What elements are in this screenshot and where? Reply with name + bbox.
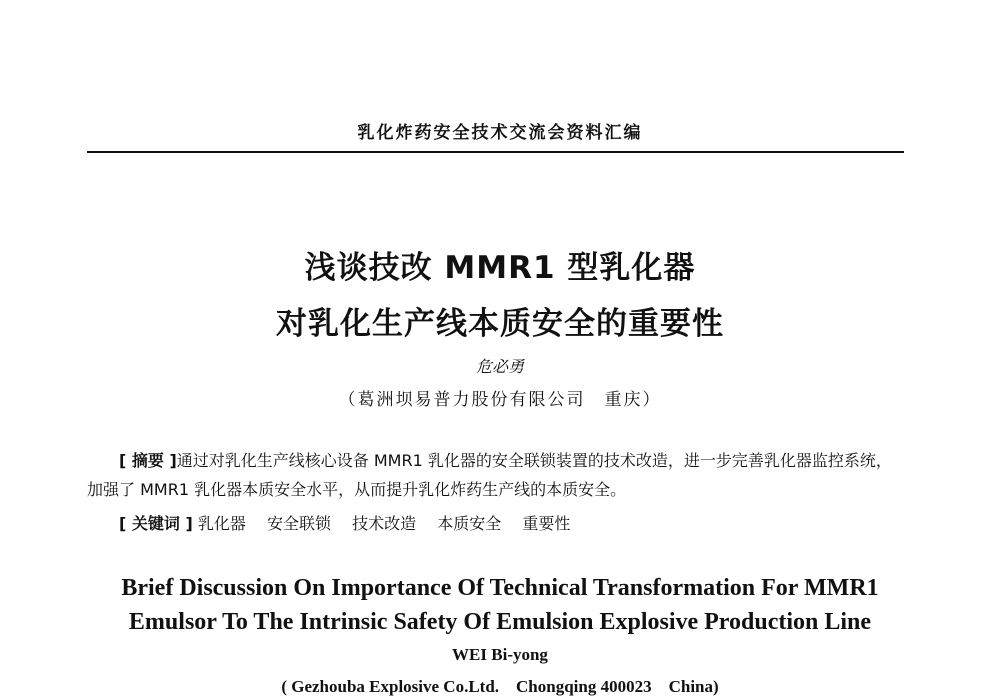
abstract-text: 通过对乳化生产线核心设备 MMR1 乳化器的安全联锁装置的技术改造，进一步完善乳化器监控系统，加强了 MMR1 乳化器本质安全水平，从而提升乳化炸药生产线的本质安全。 <box>87 451 892 499</box>
author-cn: 危必勇 <box>475 357 524 376</box>
header-rule <box>87 151 904 153</box>
keyword-item: 安全联锁 <box>266 514 331 533</box>
abstract-label: [ 摘要 ] <box>119 451 177 470</box>
keywords-label: [ 关键词 ] <box>119 514 193 533</box>
keyword-item: 乳化器 <box>197 514 246 533</box>
abstract-paragraph <box>87 446 904 504</box>
title-en-line-2: Emulsor To The Intrinsic Safety Of Emulsion Explosive Production Line <box>128 609 872 635</box>
title-en-line-1: Brief Discussion On Importance Of Technical Transformation For MMR1 <box>121 575 879 601</box>
keywords-line <box>119 509 904 538</box>
running-header: 乳化炸药安全技术交流会资料汇编 <box>357 123 643 143</box>
keyword-item: 技术改造 <box>352 514 417 533</box>
author-en: WEI Bi-yong <box>452 645 548 664</box>
keyword-item: 重要性 <box>522 514 571 533</box>
title-cn-line-1: 浅谈技改 MMR1 型乳化器 <box>304 250 696 286</box>
title-cn-line-2: 对乳化生产线本质安全的重要性 <box>276 306 724 342</box>
affiliation-cn: （葛洲坝易普力股份有限公司 重庆） <box>338 390 662 410</box>
affiliation-en: ( Gezhouba Explosive Co.Ltd. Chongqing 400023 China) <box>281 677 719 696</box>
keyword-item: 本质安全 <box>437 514 502 533</box>
